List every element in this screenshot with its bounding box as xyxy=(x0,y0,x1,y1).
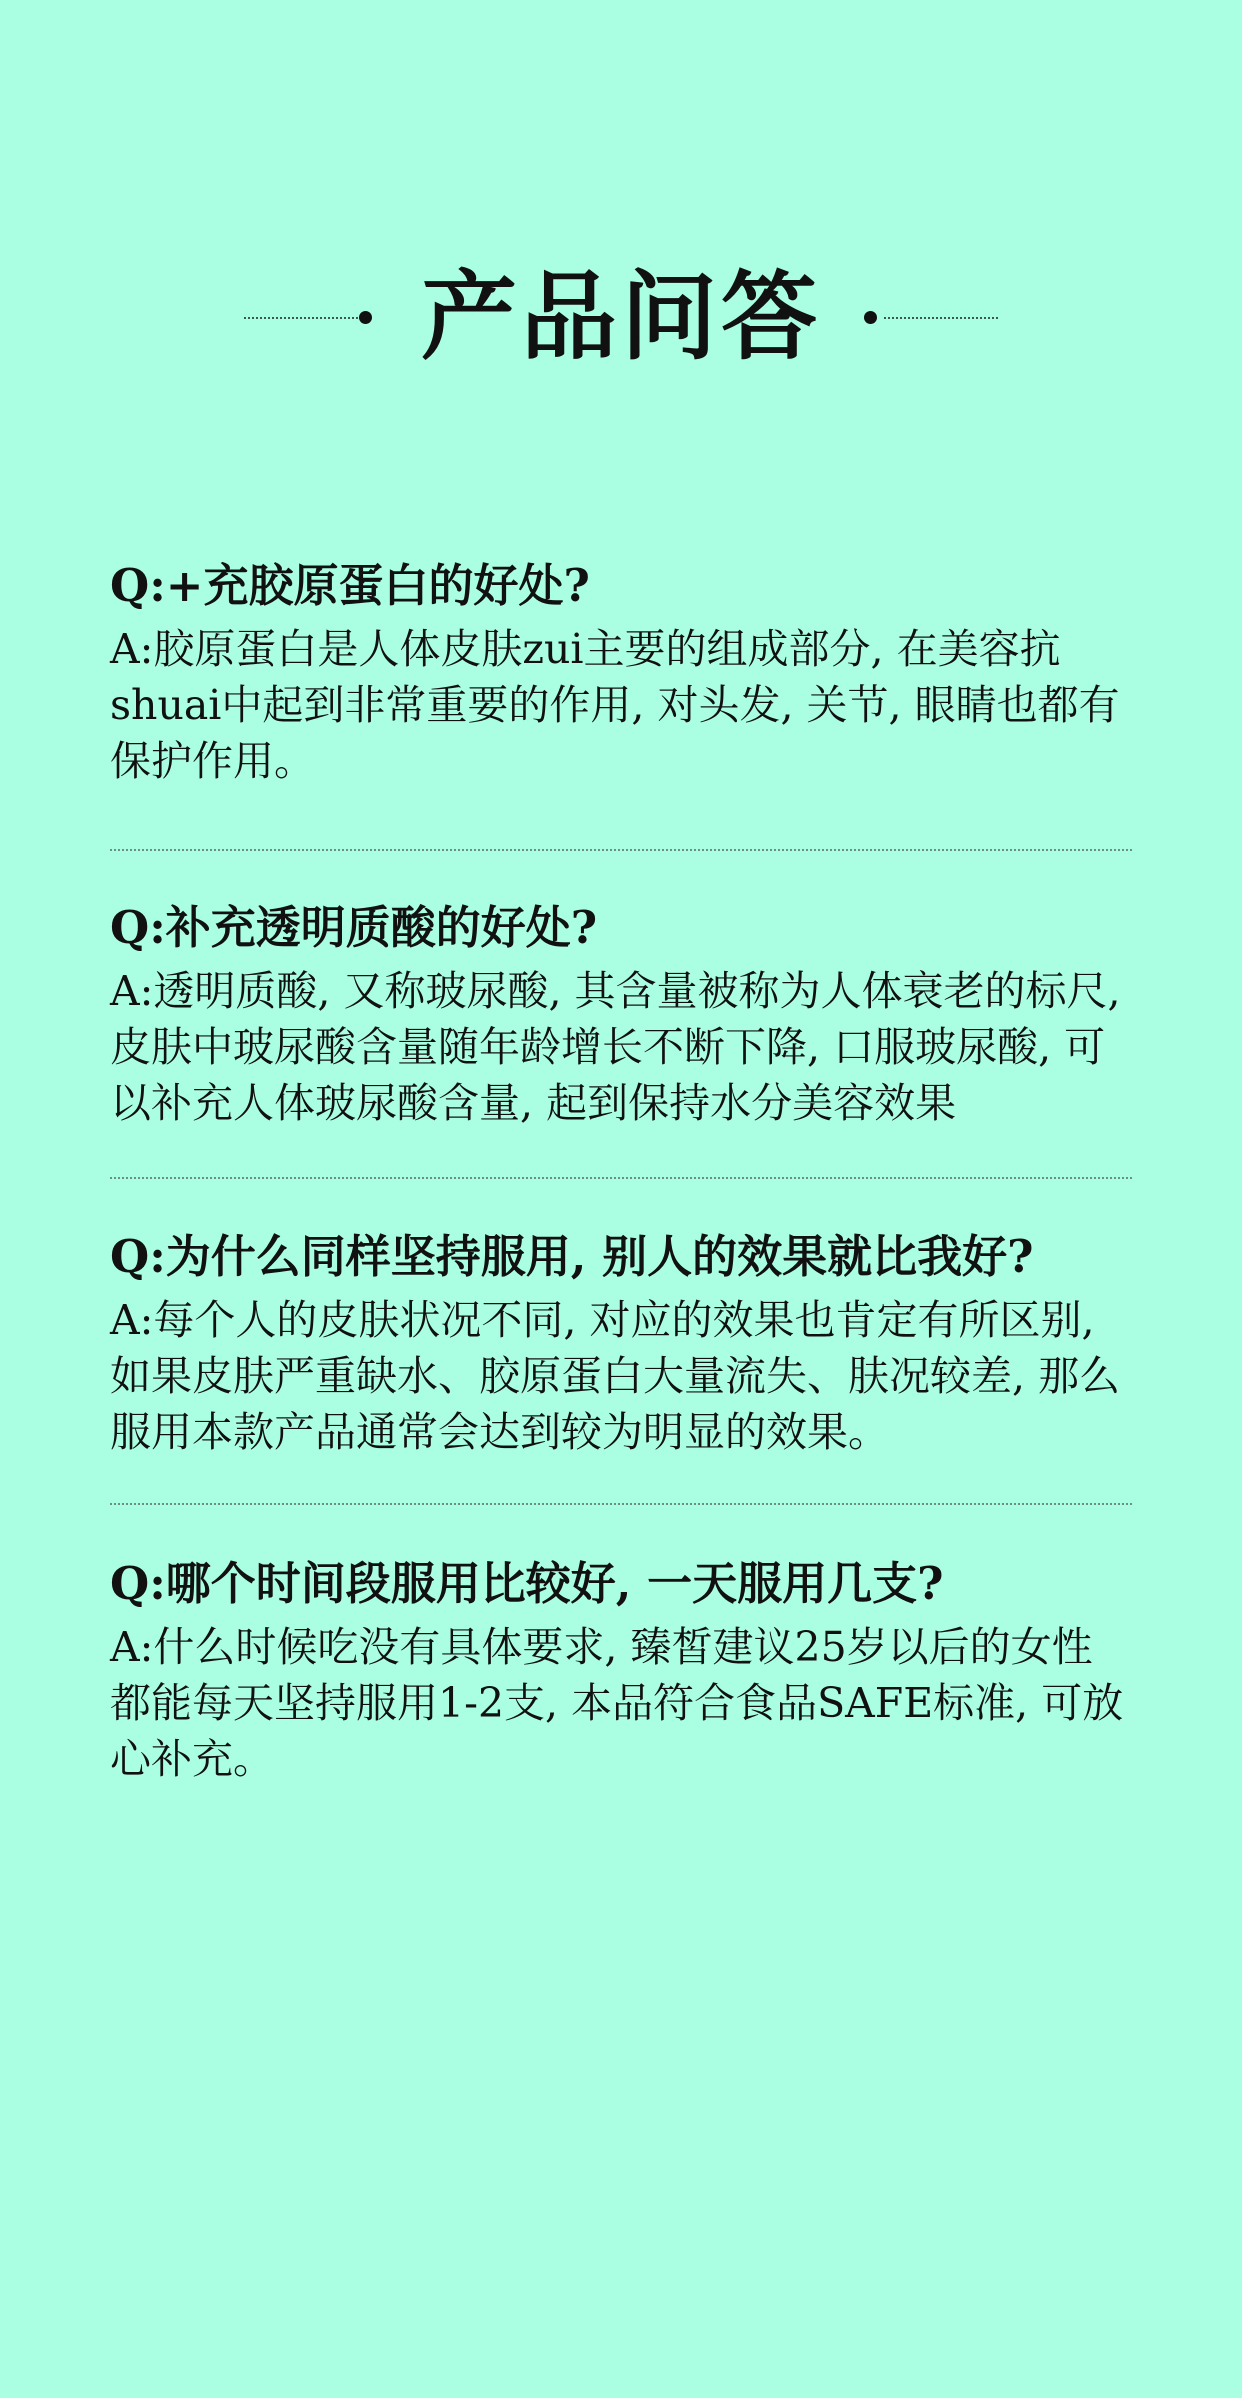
faq-answer: A:每个人的皮肤状况不同, 对应的效果也肯定有所区别, 如果皮肤严重缺水、胶原蛋白大量流失、肤况较差, 那么服用本款产品通常会达到较为明显的效果。 xyxy=(110,1296,1121,1456)
faq-item xyxy=(110,1555,1132,1787)
faq-question: Q:哪个时间段服用比较好, 一天服用几支? xyxy=(110,1557,944,1610)
faq-item xyxy=(110,1228,1132,1460)
section-header xyxy=(0,262,1242,372)
bullet-dot-right xyxy=(864,311,877,324)
dotted-rule-right xyxy=(884,317,998,319)
faq-item xyxy=(110,899,1132,1131)
faq-answer: A:透明质酸, 又称玻尿酸, 其含量被称为人体衰老的标尺, 皮肤中玻尿酸含量随年龄增长不断下降, 口服玻尿酸, 可以补充人体玻尿酸含量, 起到保持水分美容效果 xyxy=(110,967,1121,1127)
faq-divider xyxy=(110,1177,1132,1179)
faq-question: Q:+充胶原蛋白的好处? xyxy=(110,559,590,612)
faq-divider xyxy=(110,1503,1132,1505)
faq-question: Q:为什么同样坚持服用, 别人的效果就比我好? xyxy=(110,1230,1034,1283)
page-title: 产品问答 xyxy=(421,260,821,373)
faq-answer: A:什么时候吃没有具体要求, 臻皙建议25岁以后的女性都能每天坚持服用1-2支, 本品符合食品SAFE标准, 可放心补充。 xyxy=(110,1623,1124,1783)
faq-item xyxy=(110,557,1132,789)
faq-answer: A:胶原蛋白是人体皮肤zui主要的组成部分, 在美容抗shuai中起到非常重要的作用, 对头发, 关节, 眼睛也都有保护作用。 xyxy=(110,625,1120,785)
faq-divider xyxy=(110,849,1132,851)
faq-question: Q:补充透明质酸的好处? xyxy=(110,901,598,954)
